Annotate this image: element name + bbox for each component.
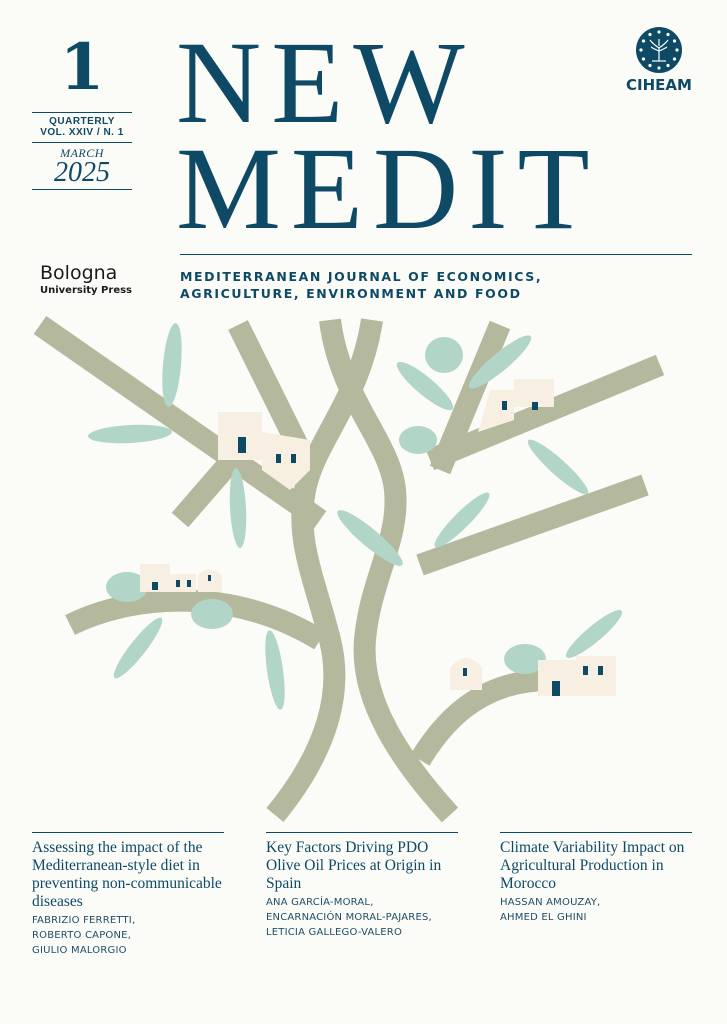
subtitle-line1: MEDITERRANEAN JOURNAL OF ECONOMICS, — [180, 269, 543, 284]
article-author: LETICIA GALLEGO-VALERO — [266, 927, 403, 938]
article-card[interactable] — [266, 832, 458, 940]
quarterly-label: QUARTERLY — [49, 116, 115, 127]
divider — [266, 832, 458, 833]
subtitle-line2: AGRICULTURE, ENVIRONMENT AND FOOD — [180, 286, 522, 301]
article-title[interactable]: Key Factors Driving PDO Olive Oil Prices at Origin in Spain — [266, 839, 442, 892]
article-author: AHMED EL GHINI — [500, 912, 587, 923]
article-authors — [500, 895, 692, 925]
masthead-title-line2: MEDIT — [176, 123, 600, 254]
divider — [32, 832, 224, 833]
article-authors — [266, 895, 458, 940]
issue-number: 1 — [59, 30, 105, 105]
masthead-title-line1: NEW — [176, 17, 475, 148]
article-author: ANA GARCÍA-MORAL, — [266, 897, 374, 908]
article-title[interactable]: Climate Variability Impact on Agricultural Production in Morocco — [500, 839, 685, 892]
volume-label: VOL. XXIV / N. 1 — [40, 127, 124, 138]
ciheam-label: CIHEAM — [626, 76, 692, 94]
publisher-sub: University Press — [40, 285, 133, 296]
article-author: ROBERTO CAPONE, — [32, 930, 132, 941]
divider — [500, 832, 692, 833]
publisher-name: Bologna — [40, 262, 118, 284]
article-authors — [32, 913, 224, 958]
article-title[interactable]: Assessing the impact of the Mediterranean-style diet in preventing non-communicable diseases — [32, 839, 222, 910]
article-author: FABRIZIO FERRETTI, — [32, 915, 136, 926]
article-author: ENCARNACIÓN MORAL-PAJARES, — [266, 912, 432, 923]
article-author: GIULIO MALORGIO — [32, 945, 127, 956]
house-cluster-lower-left — [140, 564, 222, 592]
article-author: HASSAN AMOUZAY, — [500, 897, 601, 908]
issue-year: 2025 — [54, 157, 110, 188]
article-card[interactable] — [500, 832, 692, 925]
article-card[interactable] — [32, 832, 224, 958]
tree-branches — [40, 320, 660, 815]
issue-month: MARCH — [60, 146, 104, 160]
